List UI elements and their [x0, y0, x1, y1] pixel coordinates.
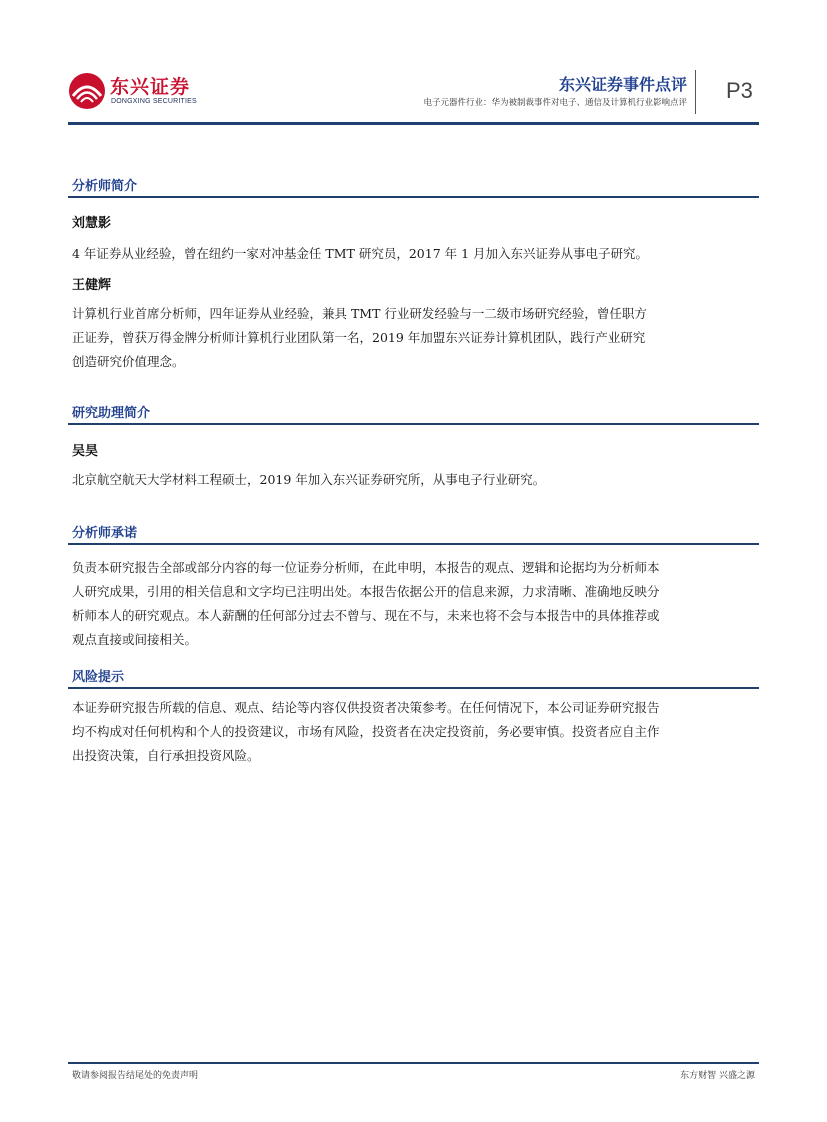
section-rule	[68, 196, 759, 198]
analyst-bio-line: 创造研究价值理念。	[72, 354, 185, 369]
assistant-bio-line: 北京航空航天大学材料工程硕士，2019 年加入东兴证券研究所，从事电子行业研究。	[72, 472, 546, 487]
analyst-bio	[72, 302, 758, 374]
assistant-name: 吴昊	[72, 444, 99, 459]
section-title-assistant-intro: 研究助理简介	[72, 406, 151, 421]
risk-line: 出投资决策，自行承担投资风险。	[72, 748, 260, 763]
risk-line: 本证券研究报告所载的信息、观点、结论等内容仅供投资者决策参考。在任何情况下，本公司证券研究报告	[72, 700, 660, 715]
header-divider	[695, 70, 696, 114]
risk-text	[72, 696, 758, 768]
commitment-line: 观点直接或间接相关。	[72, 632, 198, 647]
footer-slogan: 东方财智 兴盛之源	[680, 1071, 755, 1081]
section-rule	[68, 687, 759, 689]
section-title-commitment: 分析师承诺	[72, 526, 138, 541]
page-number: P3	[726, 78, 753, 103]
dongxing-logo-icon	[68, 72, 106, 110]
header-rule	[68, 122, 759, 125]
brand-name-en: DONGXING SECURITIES	[111, 98, 197, 105]
section-rule	[68, 423, 759, 425]
company-logo	[68, 68, 208, 116]
analyst-name: 王健辉	[72, 278, 112, 293]
risk-line: 均不构成对任何机构和个人的投资建议，市场有风险，投资者在决定投资前，务必要审慎。投资者应自主作	[72, 724, 660, 739]
footer-disclaimer-note: 敬请参阅报告结尾处的免责声明	[72, 1071, 199, 1081]
report-type-title: 东兴证券事件点评	[558, 75, 687, 94]
analyst-name: 刘慧影	[72, 216, 112, 231]
section-rule	[68, 543, 759, 545]
commitment-line: 人研究成果，引用的相关信息和文字均已注明出处。本报告依据公开的信息来源，力求清晰、准确地反映分	[72, 584, 660, 599]
footer-rule	[68, 1062, 759, 1064]
section-title-analyst-intro: 分析师简介	[72, 179, 138, 194]
commitment-line: 析师本人的研究观点。本人薪酬的任何部分过去不曾与、现在不与，未来也将不会与本报告中的具体推荐或	[72, 608, 660, 623]
analyst-bio-line: 正证券，曾获万得金牌分析师计算机行业团队第一名，2019 年加盟东兴证券计算机团队，践行产业研究	[72, 330, 646, 345]
analyst-bio	[72, 242, 758, 266]
section-title-risk: 风险提示	[72, 670, 125, 685]
commitment-text	[72, 556, 758, 652]
assistant-bio	[72, 468, 758, 492]
brand-name-cn: 东兴证券	[110, 76, 191, 98]
analyst-bio-line: 计算机行业首席分析师，四年证券从业经验，兼具 TMT 行业研发经验与一二级市场研究经验，曾任职方	[72, 306, 647, 321]
commitment-line: 负责本研究报告全部或部分内容的每一位证券分析师，在此申明，本报告的观点、逻辑和论据均为分析师本	[72, 560, 660, 575]
analyst-bio-line: 4 年证券从业经验，曾在纽约一家对冲基金任 TMT 研究员，2017 年 1 月加入东兴证券从事电子研究。	[72, 246, 649, 261]
report-subtitle: 电子元器件行业：华为被制裁事件对电子、通信及计算机行业影响点评	[423, 98, 687, 108]
